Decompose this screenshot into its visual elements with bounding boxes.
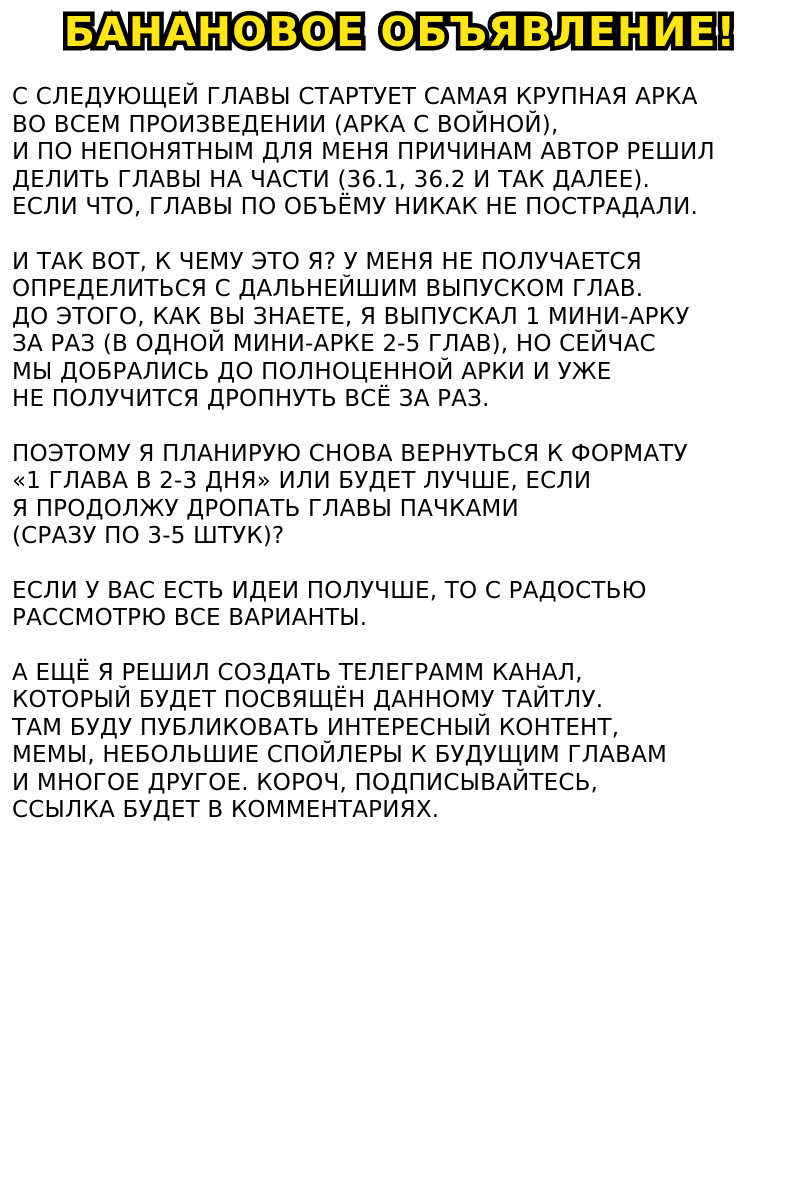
text-line: МЫ ДОБРАЛИСЬ ДО ПОЛНОЦЕННОЙ АРКИ И УЖЕ bbox=[12, 358, 612, 385]
text-line: КОТОРЫЙ БУДЕТ ПОСВЯЩЁН ДАННОМУ ТАЙТЛУ. bbox=[12, 687, 604, 713]
text-line: ОПРЕДЕЛИТЬСЯ С ДАЛЬНЕЙШИМ ВЫПУСКОМ ГЛАВ. bbox=[12, 276, 644, 302]
text-line: И ПО НЕПОНЯТНЫМ ДЛЯ МЕНЯ ПРИЧИНАМ АВТОР РЕШИЛ bbox=[12, 139, 715, 165]
announcement-body bbox=[12, 84, 792, 852]
text-line: С СЛЕДУЮЩЕЙ ГЛАВЫ СТАРТУЕТ САМАЯ КРУПНАЯ АРКА bbox=[12, 84, 698, 110]
paragraph-2 bbox=[12, 249, 792, 414]
text-line: ДЕЛИТЬ ГЛАВЫ НА ЧАСТИ (36.1, 36.2 И ТАК ДАЛЕЕ). bbox=[12, 166, 651, 193]
text-line: ССЫЛКА БУДЕТ В КОММЕНТАРИЯХ. bbox=[12, 797, 440, 823]
text-line: РАССМОТРЮ ВСЕ ВАРИАНТЫ. bbox=[12, 605, 368, 631]
paragraph-1 bbox=[12, 84, 792, 222]
text-line: И ТАК ВОТ, К ЧЕМУ ЭТО Я? У МЕНЯ НЕ ПОЛУЧАЕТСЯ bbox=[12, 248, 642, 275]
text-line: А ЕЩЁ Я РЕШИЛ СОЗДАТЬ ТЕЛЕГРАММ КАНАЛ, bbox=[12, 659, 583, 686]
text-line: ЕСЛИ У ВАС ЕСТЬ ИДЕИ ПОЛУЧШЕ, ТО С РАДОСТЬЮ bbox=[12, 577, 647, 604]
text-line: ВО ВСЕМ ПРОИЗВЕДЕНИИ (АРКА С ВОЙНОЙ), bbox=[12, 111, 559, 138]
text-line: (СРАЗУ ПО 3-5 ШТУК)? bbox=[12, 523, 285, 549]
text-line: Я ПРОДОЛЖУ ДРОПАТЬ ГЛАВЫ ПАЧКАМИ bbox=[12, 495, 519, 522]
text-line: ЕСЛИ ЧТО, ГЛАВЫ ПО ОБЪЁМУ НИКАК НЕ ПОСТРАДАЛИ. bbox=[12, 194, 698, 220]
text-line: МЕМЫ, НЕБОЛЬШИЕ СПОЙЛЕРЫ К БУДУЩИМ ГЛАВАМ bbox=[12, 742, 668, 768]
text-line: ЗА РАЗ (В ОДНОЙ МИНИ-АРКЕ 2-5 ГЛАВ), НО СЕЙЧАС bbox=[12, 331, 656, 357]
text-line: ПОЭТОМУ Я ПЛАНИРУЮ СНОВА ВЕРНУТЬСЯ К ФОРМАТУ bbox=[12, 440, 688, 467]
text-line: И МНОГОЕ ДРУГОЕ. КОРОЧ, ПОДПИСЫВАЙТЕСЬ, bbox=[12, 769, 599, 796]
text-line: НЕ ПОЛУЧИТСЯ ДРОПНУТЬ ВСЁ ЗА РАЗ. bbox=[12, 386, 490, 412]
announcement-title: БАНАНОВОЕ ОБЪЯВЛЕНИЕ! bbox=[63, 8, 737, 56]
paragraph-5 bbox=[12, 660, 792, 825]
paragraph-4 bbox=[12, 578, 792, 633]
paragraph-3 bbox=[12, 441, 792, 551]
text-line: «1 ГЛАВА В 2-3 ДНЯ» ИЛИ БУДЕТ ЛУЧШЕ, ЕСЛИ bbox=[12, 468, 592, 494]
text-line: ТАМ БУДУ ПУБЛИКОВАТЬ ИНТЕРЕСНЫЙ КОНТЕНТ, bbox=[12, 714, 620, 741]
text-line: ДО ЭТОГО, КАК ВЫ ЗНАЕТЕ, Я ВЫПУСКАЛ 1 МИНИ-АРКУ bbox=[12, 303, 690, 330]
